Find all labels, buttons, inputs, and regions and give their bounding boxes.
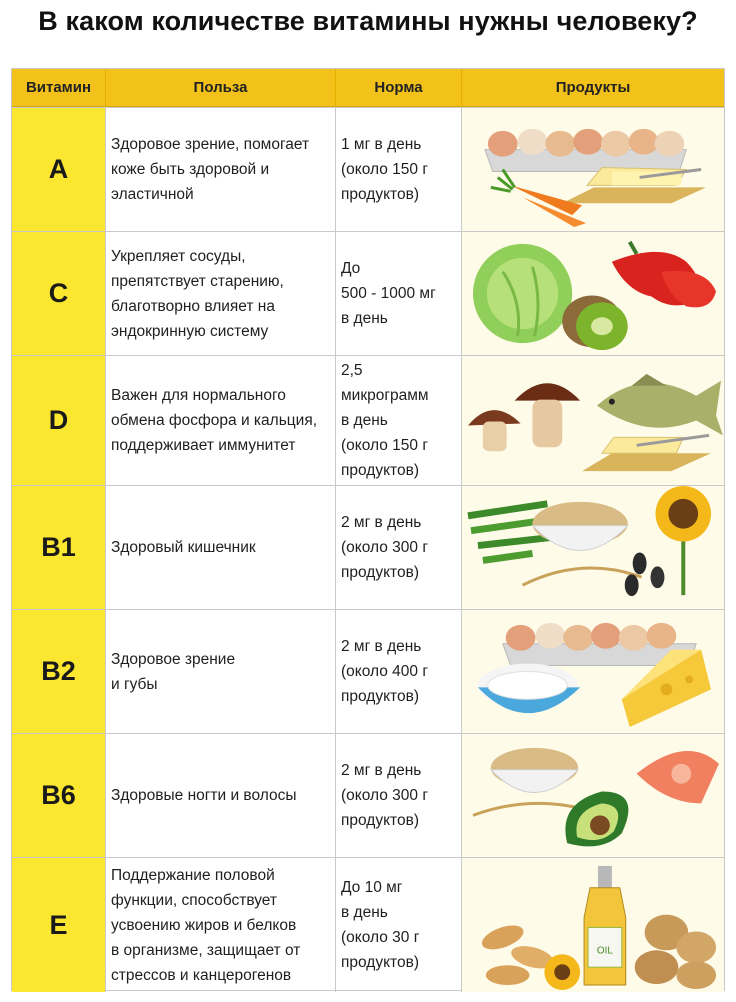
table-row-b2 — [12, 609, 724, 733]
norm-text: 2,5 микрограмм в день (около 150 г продуктов) — [336, 356, 462, 485]
vitamin-table — [11, 68, 725, 991]
benefit-text: Здоровые ногти и волосы — [106, 734, 336, 857]
benefit-text: Важен для нормального обмена фосфора и кальция, поддерживает иммунитет — [106, 356, 336, 485]
benefit-text: Здоровый кишечник — [106, 486, 336, 609]
header-norm: Норма — [336, 69, 462, 107]
table-header — [12, 69, 724, 107]
mushroom-icon — [468, 383, 580, 451]
peanuts-icon — [479, 921, 556, 985]
table-row-d — [12, 355, 724, 485]
vitamin-name: B6 — [12, 734, 106, 857]
products-image — [462, 734, 724, 857]
table-row-a — [12, 107, 724, 231]
table-row-b1 — [12, 485, 724, 609]
sunflower-icon — [544, 954, 580, 990]
carrot-icon — [491, 170, 586, 228]
oil-label: OIL — [596, 945, 613, 957]
butter-icon — [562, 168, 706, 204]
vitamin-name: B2 — [12, 610, 106, 733]
cabbage-icon — [473, 244, 572, 343]
kiwi-icon — [562, 295, 627, 350]
vitamin-name: A — [12, 108, 106, 231]
products-image — [462, 610, 724, 733]
table-row-c — [12, 231, 724, 355]
benefit-text: Поддержание половой функции, способствует усвоению жиров и белков в организме, защищает от стрессов и канцерогенов — [106, 858, 336, 992]
vitamin-name: B1 — [12, 486, 106, 609]
norm-text: До 500 - 1000 мг в день — [336, 232, 462, 355]
butter-icon — [582, 435, 711, 471]
norm-text: 2 мг в день (около 300 г продуктов) — [336, 734, 462, 857]
oil-bottle-icon — [584, 866, 626, 985]
vitamin-name: D — [12, 356, 106, 485]
products-image — [462, 232, 724, 355]
walnuts-icon — [635, 915, 716, 989]
benefit-text: Здоровое зрение, помогает коже быть здоровой и эластичной — [106, 108, 336, 231]
benefit-text: Укрепляет сосуды, препятствует старению, благотворно влияет на эндокринную систему — [106, 232, 336, 355]
products-image — [462, 858, 724, 992]
vitamin-name: C — [12, 232, 106, 355]
fish-icon — [597, 374, 723, 436]
bell-pepper-icon — [612, 242, 716, 307]
vitamin-name: E — [12, 858, 106, 992]
norm-text: 1 мг в день (около 150 г продуктов) — [336, 108, 462, 231]
salmon-icon — [637, 751, 719, 803]
header-products: Продукты — [555, 79, 631, 96]
norm-text: 2 мг в день (около 300 г продуктов) — [336, 486, 462, 609]
products-image — [462, 356, 724, 485]
norm-text: 2 мг в день (около 400 г продуктов) — [336, 610, 462, 733]
cottage-cheese-icon — [478, 664, 580, 714]
products-image — [462, 486, 724, 609]
norm-text: До 10 мг в день (около 30 г продуктов) — [336, 858, 462, 992]
oats-bowl-icon — [473, 748, 592, 815]
eggs-icon — [485, 129, 686, 172]
avocado-icon — [565, 792, 628, 847]
page-title: В каком количестве витамины нужны человеку? — [38, 6, 698, 36]
header-vitamin: Витамин — [12, 69, 106, 107]
benefit-text: Здоровое зрение и губы — [106, 610, 336, 733]
table-row-e — [12, 857, 724, 992]
oats-bowl-icon — [523, 502, 642, 585]
table-row-b6 — [12, 733, 724, 857]
products-image — [462, 108, 724, 231]
header-benefit: Польза — [106, 69, 336, 107]
